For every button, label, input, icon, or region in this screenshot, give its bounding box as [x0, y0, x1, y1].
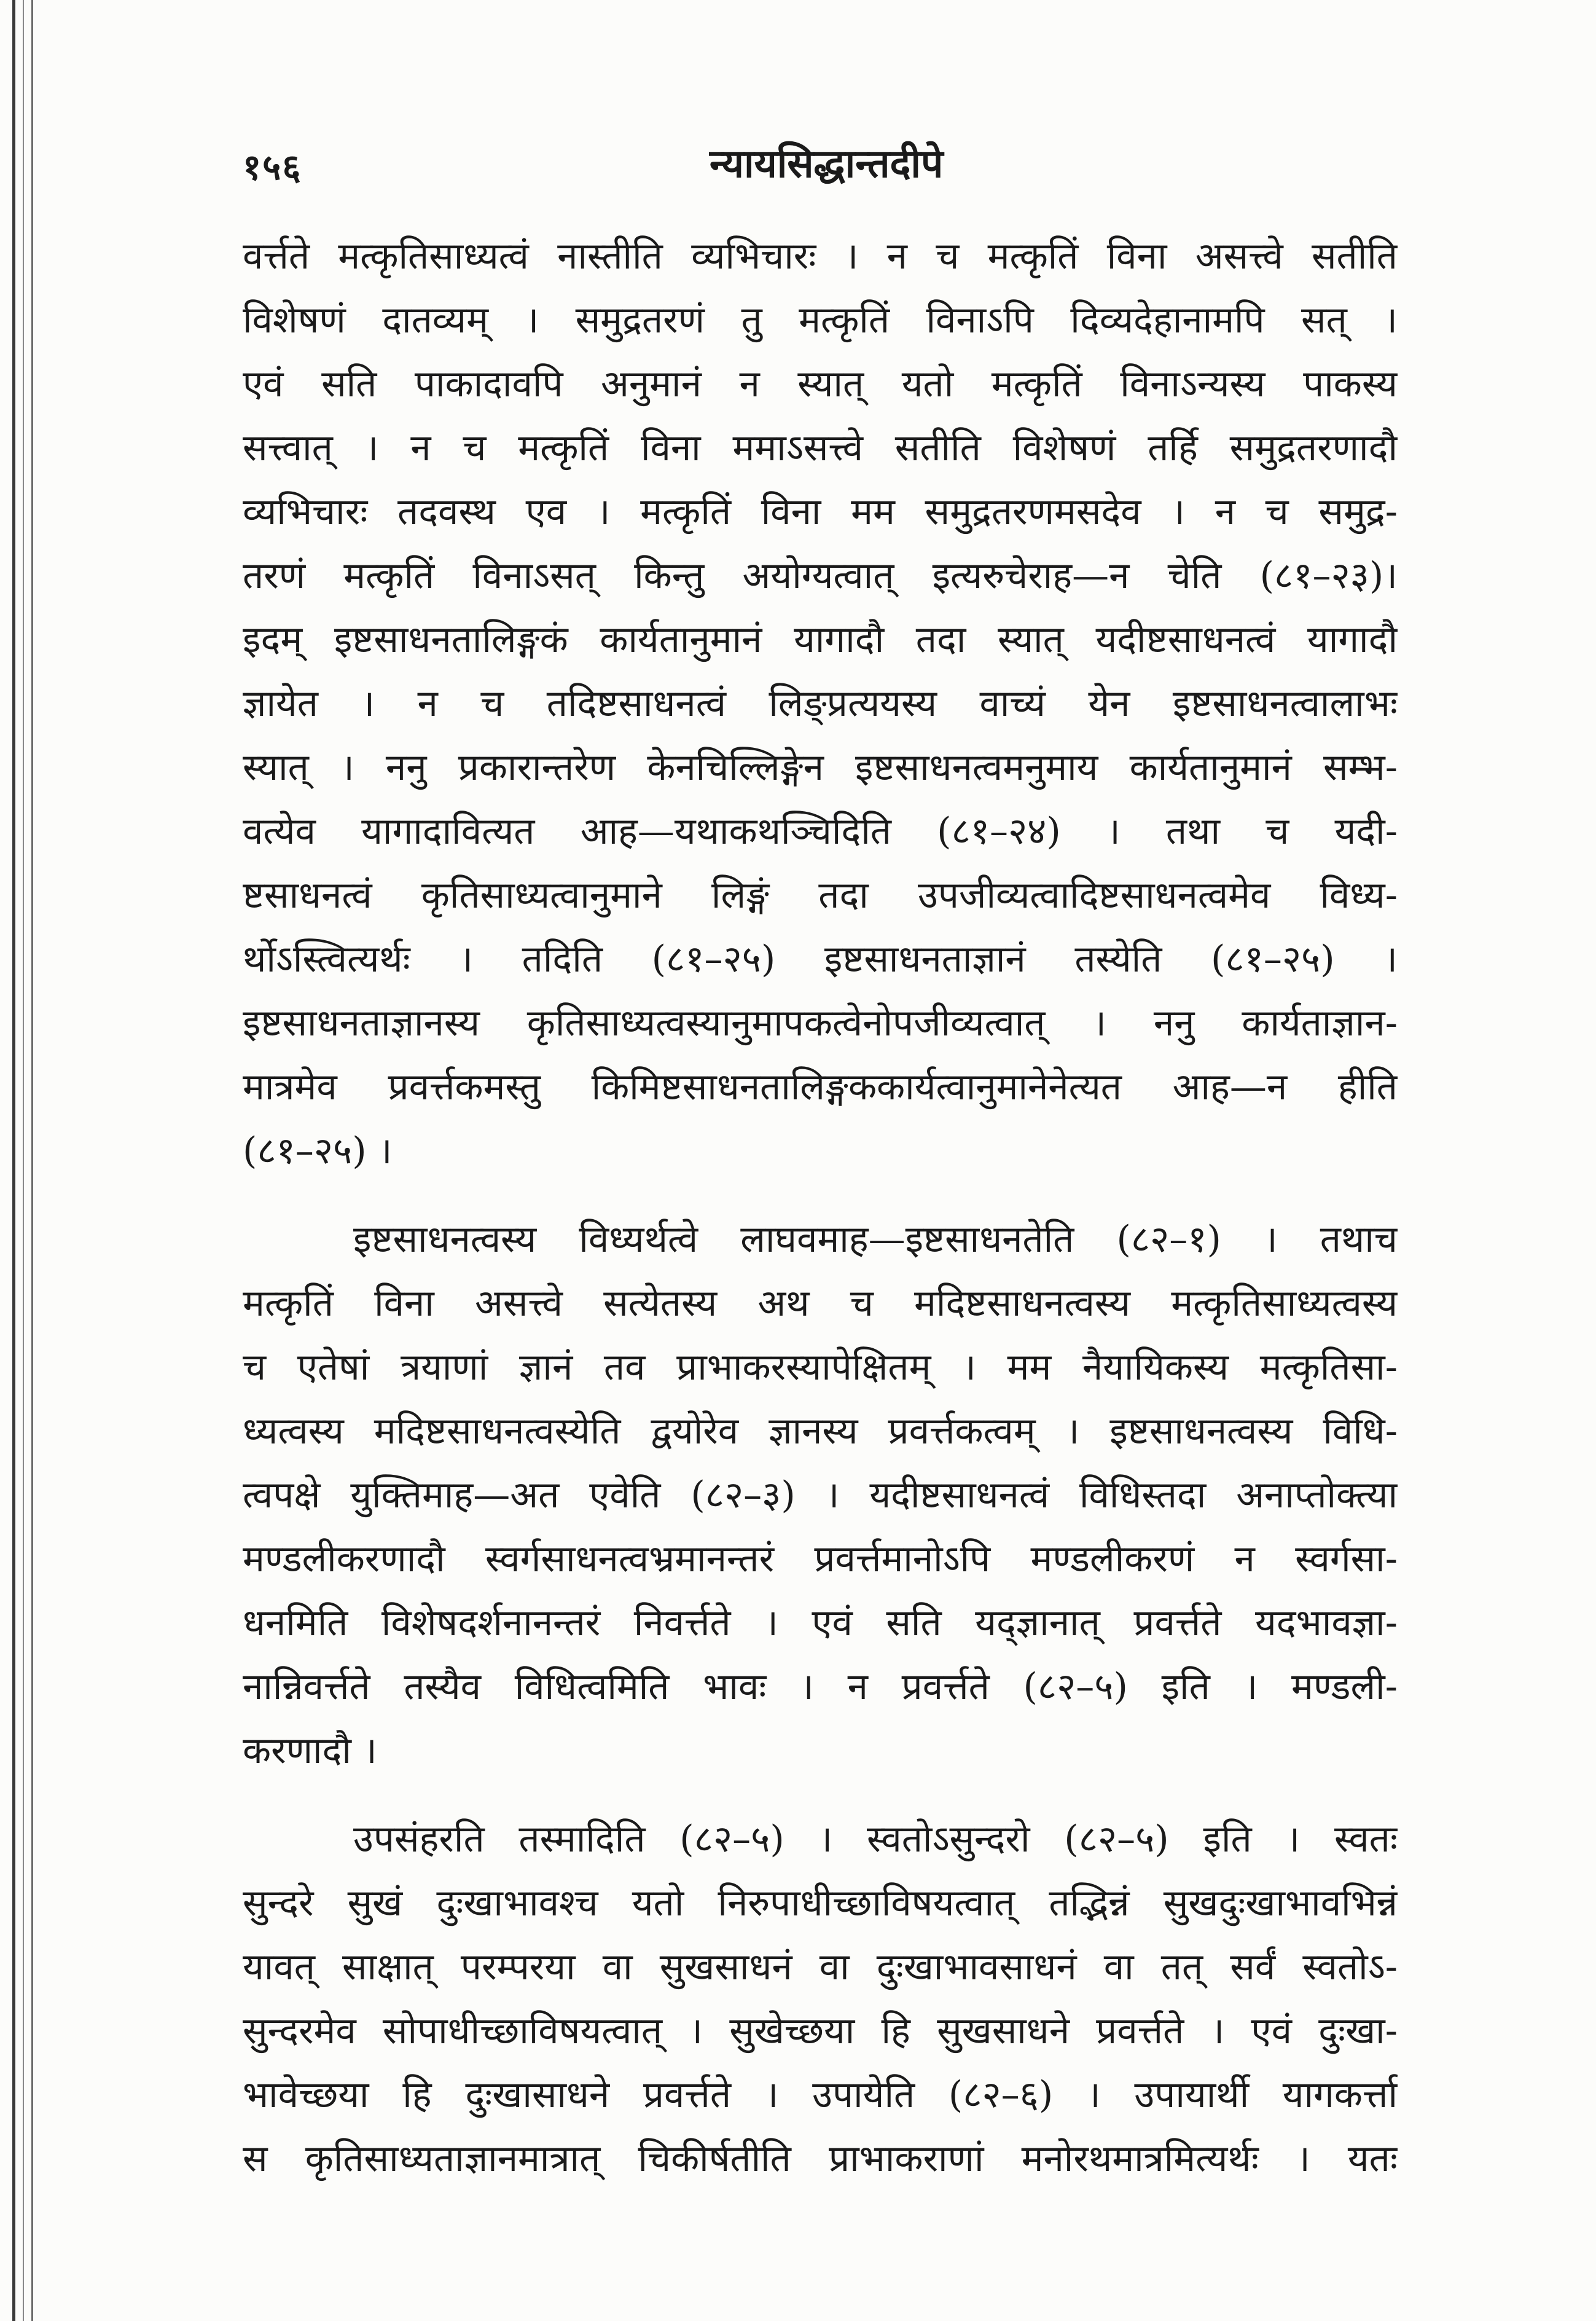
text-line: (८१–२५) । [243, 1129, 393, 1172]
text-line: सुन्दरे सुखं दुःखाभावश्च यतो निरुपाधीच्छाविषयत्वात् तद्भिन्नं सुखदुःखाभावभिन्नं [243, 1882, 1398, 1925]
page-number: १५६ [243, 146, 302, 188]
book-binding-edge [12, 0, 33, 2321]
text-line: वर्त्तते मत्कृतिसाध्यत्वं नास्तीति व्यभिचारः । न च मत्कृतिं विना असत्त्वे सतीति [243, 235, 1398, 278]
text-line: ज्ञायेत । न च तदिष्टसाधनत्वं लिङ्प्रत्ययस्य वाच्यं येन इष्टसाधनत्वालाभः [243, 682, 1398, 725]
text-line: मण्डलीकरणादौ स्वर्गसाधनत्वभ्रमानन्तरं प्रवर्त्तमानोऽपि मण्डलीकरणं न स्वर्गसा- [243, 1538, 1398, 1581]
text-line: इदम् इष्टसाधनतालिङ्गकं कार्यतानुमानं यागादौ तदा स्यात् यदीष्टसाधनत्वं यागादौ [243, 618, 1398, 661]
text-line: एवं सति पाकादावपि अनुमानं न स्यात् यतो मत्कृतिं विनाऽन्यस्य पाकस्य [243, 363, 1398, 406]
text-line: च एतेषां त्रयाणां ज्ञानं तव प्राभाकरस्यापेक्षितम् । मम नैयायिकस्य मत्कृतिसा- [243, 1346, 1398, 1389]
paragraph-2 [243, 1208, 1398, 1783]
paragraph-1 [243, 224, 1398, 1183]
running-title: न्यायसिद्धान्तदीपे [710, 141, 944, 187]
text-line: स कृतिसाध्यताज्ञानमात्रात् चिकीर्षतीति प्राभाकराणां मनोरथमात्रमित्यर्थः । यतः [243, 2137, 1398, 2180]
text-line: त्वपक्षे युक्तिमाह—अत एवेति (८२–३) । यदीष्टसाधनत्वं विधिस्तदा अनाप्तोक्त्या [243, 1474, 1398, 1517]
text-line: सत्त्वात् । न च मत्कृतिं विना ममाऽसत्त्वे सतीति विशेषणं तर्हि समुद्रतरणादौ [243, 426, 1398, 469]
text-line: भावेच्छया हि दुःखासाधने प्रवर्त्तते । उपायेति (८२–६) । उपायार्थी यागकर्त्ता [243, 2073, 1398, 2116]
text-line: वत्येव यागादावित्यत आह—यथाकथञ्चिदिति (८१–२४) । तथा च यदी- [243, 810, 1398, 853]
paragraph-3 [243, 1807, 1398, 2191]
text-line: ध्यत्वस्य मदिष्टसाधनत्वस्येति द्वयोरेव ज्ञानस्य प्रवर्त्तकत्वम् । इष्टसाधनत्वस्य विधि- [243, 1410, 1398, 1453]
text-line: उपसंहरति तस्मादिति (८२–५) । स्वतोऽसुन्दरो (८२–५) इति । स्वतः [353, 1818, 1398, 1861]
text-line: धनमिति विशेषदर्शनानन्तरं निवर्त्तते । एवं सति यद्ज्ञानात् प्रवर्त्तते यदभावज्ञा- [243, 1601, 1398, 1644]
text-line: मात्रमेव प्रवर्त्तकमस्तु किमिष्टसाधनतालिङ्गककार्यत्वानुमानेनेत्यत आह—न हीति [243, 1066, 1398, 1109]
paragraph-spacer [243, 1183, 1398, 1208]
text-line: इष्टसाधनत्वस्य विध्यर्थत्वे लाघवमाह—इष्टसाधनतेति (८२–१) । तथाच [353, 1218, 1398, 1261]
text-line: विशेषणं दातव्यम् । समुद्रतरणं तु मत्कृतिं विनाऽपि दिव्यदेहानामपि सत् । [243, 299, 1398, 342]
text-line: ष्टसाधनत्वं कृतिसाध्यत्वानुमाने लिङ्गं तदा उपजीव्यत्वादिष्टसाधनत्वमेव विध्य- [243, 874, 1398, 917]
text-line: व्यभिचारः तदवस्थ एव । मत्कृतिं विना मम समुद्रतरणमसदेव । न च समुद्र- [243, 490, 1398, 533]
text-line: मत्कृतिं विना असत्त्वे सत्येतस्य अथ च मदिष्टसाधनत्वस्य मत्कृतिसाध्यत्वस्य [243, 1282, 1398, 1325]
page-header [243, 135, 1410, 203]
text-line: नान्निवर्त्तते तस्यैव विधित्वमिति भावः । न प्रवर्त्तते (८२–५) इति । मण्डली- [243, 1665, 1398, 1708]
paragraph-spacer [243, 1783, 1398, 1807]
text-line: स्यात् । ननु प्रकारान्तरेण केनचिल्लिङ्गेन इष्टसाधनत्वमनुमाय कार्यतानुमानं सम्भ- [243, 746, 1398, 789]
body-text [243, 224, 1398, 2191]
text-line: यावत् साक्षात् परम्परया वा सुखसाधनं वा दुःखाभावसाधनं वा तत् सर्वं स्वतोऽ- [243, 1946, 1398, 1989]
text-line: तरणं मत्कृतिं विनाऽसत् किन्तु अयोग्यत्वात् इत्यरुचेराह—न चेति (८१–२३)। [243, 554, 1398, 597]
text-line: सुन्दरमेव सोपाधीच्छाविषयत्वात् । सुखेच्छया हि सुखसाधने प्रवर्त्तते । एवं दुःखा- [243, 2009, 1398, 2052]
text-line: करणादौ । [243, 1729, 377, 1772]
text-line: इष्टसाधनताज्ञानस्य कृतिसाध्यत्वस्यानुमापकत्वेनोपजीव्यत्वात् । ननु कार्यताज्ञान- [243, 1002, 1398, 1045]
text-line: र्थोऽस्त्वित्यर्थः । तदिति (८१–२५) इष्टसाधनताज्ञानं तस्येति (८१–२५) । [243, 938, 1398, 981]
